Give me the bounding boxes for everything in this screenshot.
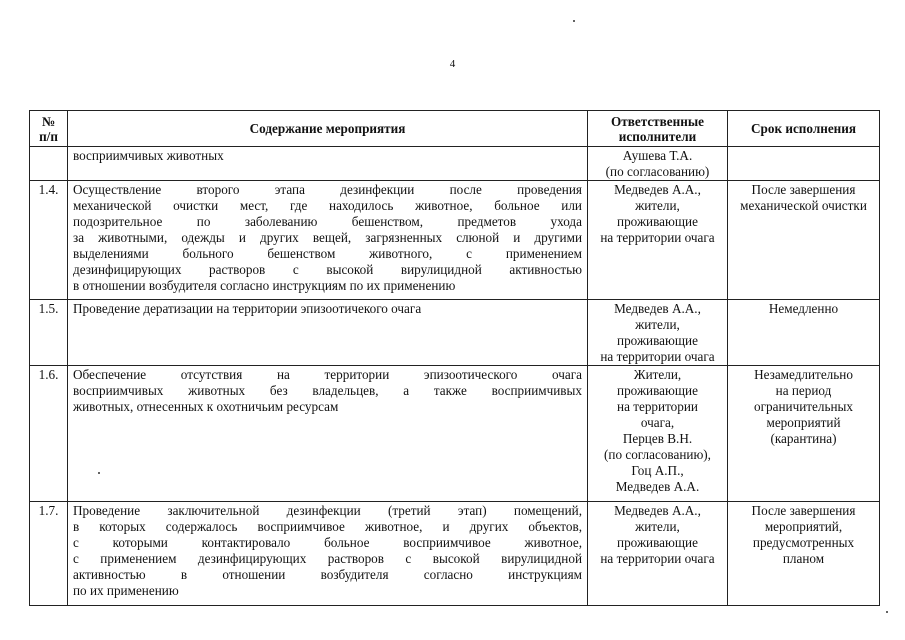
table-row <box>30 147 880 181</box>
responsible-line: жители, <box>635 198 680 213</box>
content-line: в отношении возбудителя согласно инструкциям по их применению <box>73 278 456 293</box>
scan-speck <box>98 472 100 474</box>
content-line: за животными, одежды и других вещей, загрязненных слюной и другими <box>73 230 582 245</box>
row-responsible <box>588 300 728 366</box>
content-line: механической очистки мест, где находилось животное, больное или <box>73 198 582 213</box>
row-term <box>728 366 880 502</box>
header-term: Срок исполнения <box>728 111 880 147</box>
scan-speck <box>886 611 888 613</box>
row-responsible <box>588 366 728 502</box>
content-line: Проведение дератизации на территории эпизоотичекого очага <box>73 301 422 316</box>
table-row <box>30 366 880 502</box>
row-term <box>728 502 880 606</box>
responsible-line: на территории очага <box>600 551 715 566</box>
responsible-line: (по согласованию) <box>605 164 710 179</box>
responsible-line: Медведев А.А., <box>614 503 701 518</box>
responsible-line: на территории <box>617 399 698 414</box>
content-line: восприимчивых животных без владельцев, а также восприимчивых <box>73 383 582 398</box>
term-line: мероприятий <box>766 415 841 430</box>
responsible-line: Жители, <box>633 367 682 382</box>
term-line: ограничительных <box>754 399 853 414</box>
table-row <box>30 300 880 366</box>
responsible-line: Медведев А.А., <box>614 301 701 316</box>
row-content <box>68 502 588 606</box>
responsible-line: жители, <box>635 317 680 332</box>
term-line: (карантина) <box>770 431 837 446</box>
row-responsible <box>588 181 728 300</box>
responsible-line: очага, <box>640 415 675 430</box>
content-line: животных, отнесенных к охотничьим ресурсам <box>73 399 339 414</box>
row-content <box>68 147 588 181</box>
responsible-line: Гоц А.П., <box>631 463 684 478</box>
row-number: 1.4. <box>30 181 68 300</box>
responsible-line: проживающие <box>617 535 698 550</box>
term-line: мероприятий, <box>764 519 843 534</box>
row-number: 1.7. <box>30 502 68 606</box>
action-plan-table <box>29 110 880 606</box>
row-content <box>68 366 588 502</box>
page-number: 4 <box>449 58 456 70</box>
row-responsible <box>588 502 728 606</box>
content-line: в которых содержалось восприимчивое животное, и других объектов, <box>73 519 582 534</box>
responsible-line: проживающие <box>617 383 698 398</box>
row-content <box>68 181 588 300</box>
row-number <box>30 147 68 181</box>
row-responsible <box>588 147 728 181</box>
responsible-line: на территории очага <box>600 230 715 245</box>
header-content: Содержание мероприятия <box>68 111 588 147</box>
table-header-row <box>30 111 880 147</box>
term-line: предусмотренных <box>752 535 855 550</box>
responsible-line: Медведев А.А. <box>615 479 700 494</box>
row-number: 1.6. <box>30 366 68 502</box>
responsible-line: проживающие <box>617 214 698 229</box>
term-line: Немедленно <box>768 301 839 316</box>
header-num: № п/п <box>30 111 68 147</box>
row-number: 1.5. <box>30 300 68 366</box>
responsible-line: на территории очага <box>600 349 715 364</box>
table-row <box>30 181 880 300</box>
content-line: с применением дезинфицирующих растворов с высокой вирулицидной <box>73 551 582 566</box>
term-line: планом <box>782 551 825 566</box>
term-line: на период <box>775 383 832 398</box>
content-line: по их применению <box>73 583 179 598</box>
content-line: Обеспечение отсутствия на территории эпизоотического очага <box>73 367 582 382</box>
content-line: Осуществление второго этапа дезинфекции после проведения <box>73 182 582 197</box>
responsible-line: Перцев В.Н. <box>622 431 693 446</box>
term-line: Незамедлительно <box>754 367 853 382</box>
responsible-line: Медведев А.А., <box>614 182 701 197</box>
content-line: выделениями больного бешенством животного, с применением <box>73 246 582 261</box>
scan-speck <box>573 20 575 22</box>
responsible-line: Аушева Т.А. <box>622 148 693 163</box>
row-term <box>728 181 880 300</box>
content-line: активностью в отношении возбудителя согласно инструкциям <box>73 567 582 582</box>
content-line: Проведение заключительной дезинфекции (третий этап) помещений, <box>73 503 582 518</box>
content-line: дезинфицирующих растворов с высокой вирулицидной активностью <box>73 262 582 277</box>
content-line: с которыми контактировало больное восприимчивое животное, <box>73 535 582 550</box>
header-responsible: Ответственные исполнители <box>588 111 728 147</box>
row-term <box>728 147 880 181</box>
responsible-line: (по согласованию), <box>604 447 711 462</box>
content-line: подозрительное по заболеванию бешенством, предметов ухода <box>73 214 582 229</box>
table-row <box>30 502 880 606</box>
row-content <box>68 300 588 366</box>
term-line: После завершения <box>751 182 856 197</box>
term-line: После завершения <box>751 503 856 518</box>
content-line: восприимчивых животных <box>73 148 224 163</box>
term-line: механической очистки <box>740 198 867 213</box>
responsible-line: проживающие <box>617 333 698 348</box>
row-term <box>728 300 880 366</box>
responsible-line: жители, <box>635 519 680 534</box>
